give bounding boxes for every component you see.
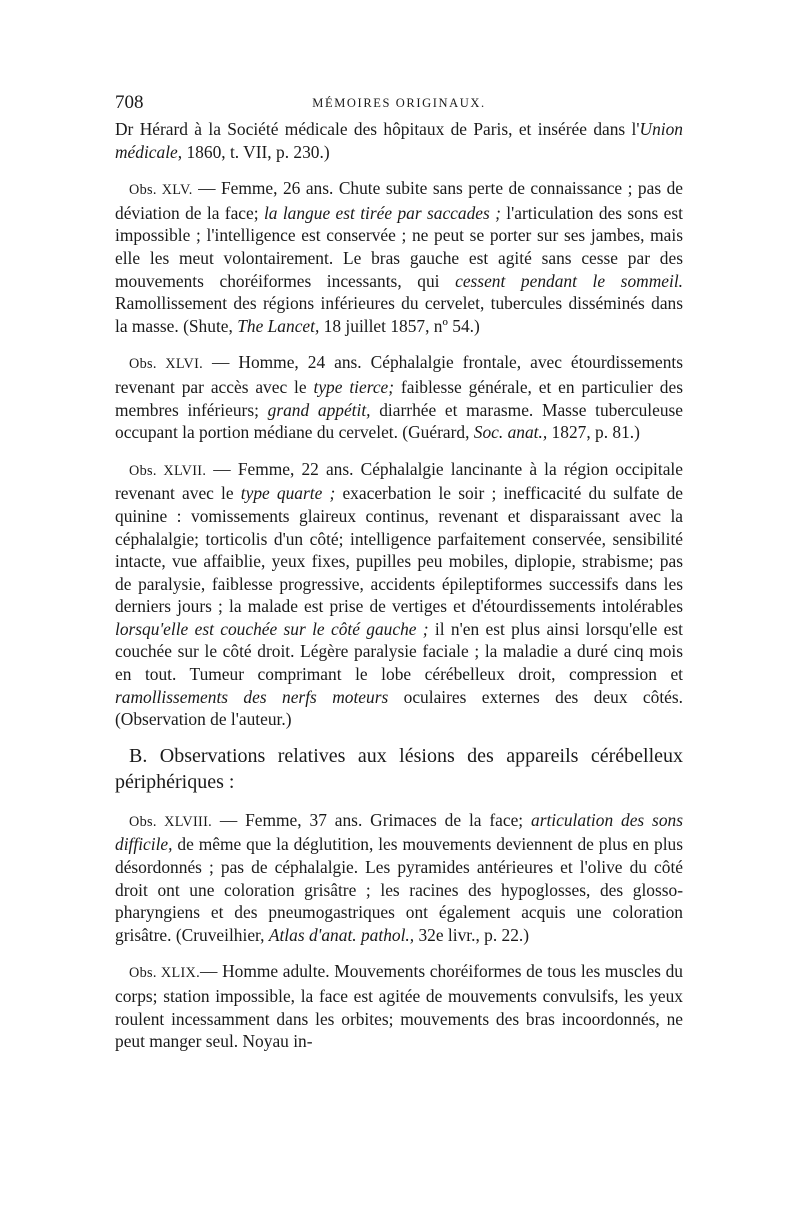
- observation-49: Obs. XLIX.— Homme adulte. Mouvements choréiformes de tous les muscles du corps; station impossible, la face est agitée de mouvements convulsifs, les yeux roulent incessamment dans les orbites; mouvements des bras incoordonnés, ne peut manger seul. Noyau in-: [115, 961, 684, 1052]
- observation-label: Obs. XLIX.: [129, 965, 201, 982]
- observation-label: Obs. XLVI.: [129, 356, 204, 373]
- observation-46: Obs. XLVI. — Homme, 24 ans. Céphalalgie frontale, avec étourdissements revenant par accès avec le type tierce; faiblesse générale, et en particulier des membres inférieurs; grand appétit, diarrhée et marasme. Masse tuberculeuse occupant la portion médiane du cervelet. (Guérard, Soc. anat., 1827, p. 81.): [115, 352, 684, 443]
- section-heading-b: B. Observations relatives aux lésions des appareils cérébelleux périphériques :: [115, 744, 683, 793]
- observation-label: Obs. XLVIII.: [129, 813, 212, 830]
- observation-48: Obs. XLVIII. — Femme, 37 ans. Grimaces de la face; articulation des sons difficile, de même que la déglutition, les mouvements deviennent de plus en plus désordonnés ; pas de céphalalgie. Les pyramides antérieures et l'olive du côté droit ont une coloration grisâtre ; les racines des hypoglosses, des glosso-pharyngiens et des pneumogastriques ont également acquis une coloration grisâtre. (Cruveilhier, Atlas d'anat. pathol., 32e livr., p. 22.): [115, 809, 683, 945]
- page: [115, 92, 683, 1053]
- observation-45: Obs. XLV. — Femme, 26 ans. Chute subite sans perte de connaissance ; pas de déviation de la face; la langue est tirée par saccades ; l'articulation des sons est impossible ; l'intelligence est conservée ; ne peut se porter sur ses jambes, mais elle les meut volontairement. Le bras gauche est agité sans cesse par des mouvements choréiformes incessants, qui cessent pendant le sommeil. Ramollissement des régions inférieures du cervelet, tubercules disséminés dans la masse. (Shute, The Lancet, 18 juillet 1857, nº 54.): [115, 178, 683, 336]
- body-text: [115, 118, 683, 1053]
- observation-label: Obs. XLV.: [129, 182, 193, 199]
- observation-label: Obs. XLVII.: [129, 462, 207, 479]
- running-title: MÉMOIRES ORIGINAUX.: [312, 96, 486, 110]
- intro-paragraph: Dr Hérard à la Société médicale des hôpitaux de Paris, et insérée dans l'Union médicale, 1860, t. VII, p. 230.): [115, 119, 683, 162]
- observation-47: Obs. XLVII. — Femme, 22 ans. Céphalalgie lancinante à la région occipitale revenant avec le type quarte ; exacerbation le soir ; inefficacité du sulfate de quinine : vomissements glaireux continus, revenant et disparaissant avec la céphalalgie; torticolis d'un côté; intelligence parfaitement conservée, sensibilité intacte, vue affaiblie, yeux fixes, pupilles peu mobiles, diplopie, strabisme; pas de paralysie, faiblesse progressive, accidents épileptiformes successifs dans les derniers jours ; la malade est prise de vertiges et d'étourdissements intolérables lorsqu'elle est couchée sur le côté gauche ; il n'en est plus ainsi lorsqu'elle est couchée sur le côté droit. Légère paralysie faciale ; la maladie a duré cinq mois en tout. Tumeur comprimant le lobe cérébelleux droit, compression et ramollissements des nerfs moteurs oculaires externes des deux côtés. (Observation de l'auteur.): [115, 458, 684, 730]
- page-number: 708: [115, 92, 144, 113]
- running-head: [115, 92, 683, 118]
